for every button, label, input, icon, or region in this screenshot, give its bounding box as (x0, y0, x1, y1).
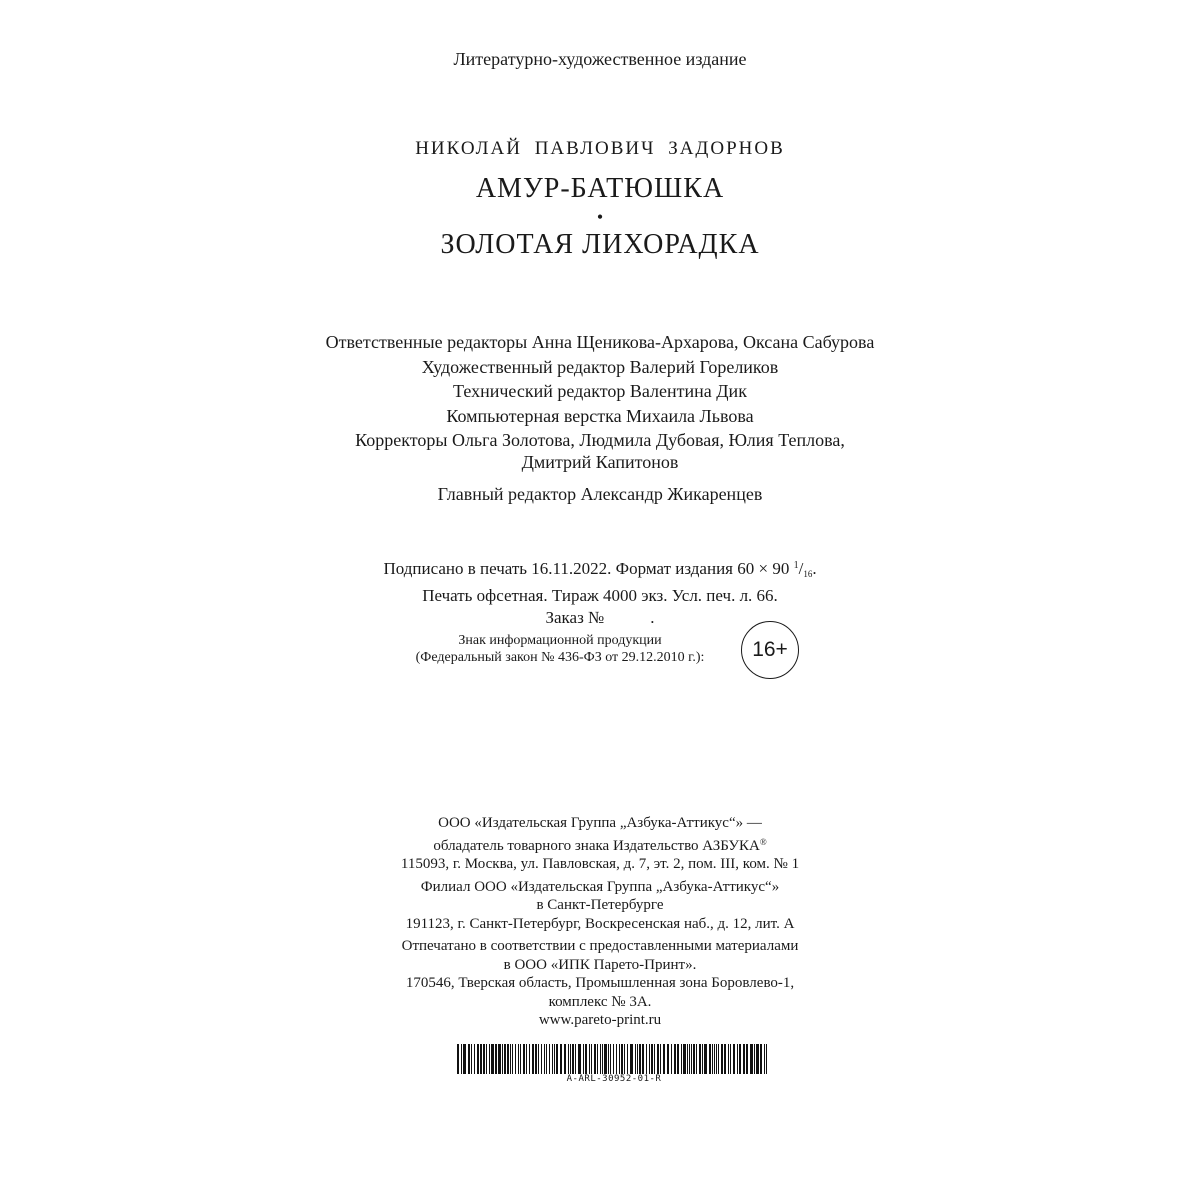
printer-line1: Отпечатано в соответствии с предоставленными материалами (401, 938, 799, 954)
barcode-bar (654, 1044, 655, 1074)
barcode-bar (578, 1044, 581, 1074)
barcode-icon (455, 1044, 773, 1074)
credit-art-editor: Художественный редактор Валерий Гореликов (421, 356, 779, 377)
barcode-text: A-ARL-30952-01-R (566, 1074, 662, 1084)
format-fraction-den: 16 (803, 569, 813, 579)
barcode-bar (512, 1044, 513, 1074)
barcode-bar (594, 1044, 596, 1074)
credit-proofreaders: Корректоры Ольга Золотова, Людмила Дубовая, Юлия Теплова, (355, 430, 845, 450)
barcode-bar (651, 1044, 653, 1074)
barcode-bar (602, 1044, 603, 1074)
barcode-bar (728, 1044, 729, 1074)
barcode-bar (637, 1044, 638, 1074)
barcode-bar (635, 1044, 636, 1074)
barcode-bar (616, 1044, 617, 1074)
barcode-bar (570, 1044, 571, 1074)
printer-line3: 170546, Тверская область, Промышленная зона Боровлево-1, (405, 975, 795, 991)
barcode-bar (699, 1044, 701, 1074)
barcode-bar (739, 1044, 741, 1074)
barcode-bar (671, 1044, 672, 1074)
barcode-bar (463, 1044, 466, 1074)
barcode-bar (696, 1044, 697, 1074)
author-name: НИКОЛАЙ ПАВЛОВИЧ ЗАДОРНОВ (415, 138, 785, 159)
barcode-bar (746, 1044, 748, 1074)
barcode-bar (591, 1044, 592, 1074)
barcode-bar (546, 1044, 547, 1074)
barcode-bar (704, 1044, 707, 1074)
barcode-bar (515, 1044, 516, 1074)
barcode-bar (554, 1044, 555, 1074)
printer-line4: комплекс № 3А. (548, 993, 652, 1010)
barcode-bar (486, 1044, 487, 1074)
publisher-block-main (0, 814, 1200, 874)
barcode-bar (730, 1044, 731, 1074)
barcode-bar (677, 1044, 679, 1074)
barcode-bar (480, 1044, 482, 1074)
age-rating-badge (741, 621, 799, 679)
publisher-address: 115093, г. Москва, ул. Павловская, д. 7, эт. 2, пом. III, ком. № 1 (400, 856, 800, 872)
publisher-name: ООО «Издательская Группа „Азбука-Аттикус“» — (438, 815, 762, 831)
format-fraction-slash: / (798, 559, 804, 578)
barcode-bar (541, 1044, 542, 1074)
credit-tech-editor: Технический редактор Валентина Дик (453, 381, 747, 401)
barcode-bar (468, 1044, 470, 1074)
barcode-bar (764, 1044, 765, 1074)
book-title-first: АМУР-БАТЮШКА (475, 173, 725, 204)
publisher-info (0, 814, 1200, 1034)
barcode-bar (507, 1044, 509, 1074)
barcode-bar (504, 1044, 506, 1074)
barcode-bar (663, 1044, 665, 1074)
barcode-bar (702, 1044, 703, 1074)
barcode-bar (642, 1044, 644, 1074)
barcode-bar (491, 1044, 494, 1074)
barcode-bar (568, 1044, 569, 1074)
publisher-trademark-line (0, 833, 1200, 856)
barcode-bar (750, 1044, 753, 1074)
barcode-bar (529, 1044, 530, 1074)
order-end: . (650, 608, 655, 627)
barcode-bar (535, 1044, 537, 1074)
barcode-bar (716, 1044, 717, 1074)
barcode-bar (585, 1044, 587, 1074)
barcode-bar (604, 1044, 607, 1074)
barcode-bar (597, 1044, 598, 1074)
barcode-bar (556, 1044, 558, 1074)
printer-website: www.pareto-print.ru (538, 1012, 662, 1028)
order-line (0, 607, 1200, 629)
barcode-bar (756, 1044, 759, 1074)
barcode-bar (649, 1044, 650, 1074)
book-title-second: ЗОЛОТАЯ ЛИХОРАДКА (440, 229, 760, 260)
barcode-bar (691, 1044, 692, 1074)
barcode-bar (689, 1044, 690, 1074)
barcode-bar (737, 1044, 738, 1074)
branch-city: в Санкт-Петербурге (536, 897, 664, 913)
barcode-bar (681, 1044, 682, 1074)
age-rating-value: 16+ (752, 638, 788, 661)
credit-proofreaders-cont: Дмитрий Капитонов (521, 451, 679, 472)
barcode-bar (474, 1044, 475, 1074)
barcode-bar (627, 1044, 628, 1074)
barcode-bar (714, 1044, 715, 1074)
barcode-bar (667, 1044, 669, 1074)
barcode-bar (760, 1044, 762, 1074)
barcode-bar (483, 1044, 485, 1074)
barcode-bar (674, 1044, 676, 1074)
barcode-bar (532, 1044, 534, 1074)
barcode-bar (657, 1044, 659, 1074)
barcode-bar (718, 1044, 719, 1074)
barcode-bar (687, 1044, 688, 1074)
barcode-bar (683, 1044, 686, 1074)
barcode-bar (552, 1044, 553, 1074)
printer-block (0, 937, 1200, 1030)
barcode-bar (766, 1044, 767, 1074)
barcode-bar (471, 1044, 472, 1074)
barcode-bar (639, 1044, 641, 1074)
barcode-bar (461, 1044, 462, 1074)
barcode-bar (518, 1044, 519, 1074)
barcode-bar (724, 1044, 726, 1074)
age-rating-label-line1: Знак информационной продукции (458, 633, 662, 648)
barcode-bar (523, 1044, 525, 1074)
format-end: . (812, 559, 817, 578)
barcode-bar (712, 1044, 713, 1074)
barcode-bar (502, 1044, 503, 1074)
barcode-bar (621, 1044, 623, 1074)
barcode-bar (646, 1044, 647, 1074)
barcode-bar (520, 1044, 521, 1074)
barcode-bar (624, 1044, 625, 1074)
print-info-line1 (0, 555, 1200, 585)
age-rating-label-line2: (Федеральный закон № 436-ФЗ от 29.12.2010 г.): (415, 650, 705, 665)
barcode-bar (510, 1044, 511, 1074)
barcode-bar (495, 1044, 497, 1074)
barcode-bar (721, 1044, 723, 1074)
barcode-bar (564, 1044, 566, 1074)
print-info (0, 555, 1200, 629)
publisher-block-branch (0, 878, 1200, 934)
barcode-bar (544, 1044, 545, 1074)
barcode-bar (610, 1044, 611, 1074)
barcode-bar (754, 1044, 755, 1074)
barcode-bar (560, 1044, 562, 1074)
genre-label: Литературно-художественное издание (453, 49, 747, 69)
publisher-trademark: обладатель товарного знака Издательство АЗБУКА (433, 837, 760, 854)
credit-chief-editor: Главный редактор Александр Жикаренцев (437, 484, 763, 504)
printer-line2: в ООО «ИПК Парето-Принт». (503, 956, 697, 973)
barcode-bar (575, 1044, 576, 1074)
print-format: Подписано в печать 16.11.2022. Формат издания 60 × 90 (383, 559, 790, 578)
order-label: Заказ № (545, 608, 605, 627)
barcode-bar (572, 1044, 574, 1074)
barcode-bar (693, 1044, 695, 1074)
print-info-line2: Печать офсетная. Тираж 4000 экз. Усл. печ. л. 66. (422, 586, 778, 605)
credit-responsible-editors: Ответственные редакторы Анна Щеникова-Архарова, Оксана Сабурова (325, 332, 875, 352)
barcode-bar (733, 1044, 735, 1074)
barcode-bar (660, 1044, 661, 1074)
credit-layout: Компьютерная верстка Михаила Львова (446, 405, 754, 426)
barcode-bar (583, 1044, 584, 1074)
age-rating-label (400, 632, 720, 666)
barcode-bar (526, 1044, 527, 1074)
barcode-bar (589, 1044, 590, 1074)
format-fraction-num: 1 (793, 560, 799, 571)
barcode-bar (457, 1044, 459, 1074)
barcode-bar (489, 1044, 490, 1074)
barcode-bar (600, 1044, 601, 1074)
branch-name: Филиал ООО «Издательская Группа „Азбука-Аттикус“» (420, 878, 780, 895)
barcode-bar (538, 1044, 539, 1074)
branch-address: 191123, г. Санкт-Петербург, Воскресенская наб., д. 12, лит. А (405, 915, 795, 932)
barcode-bar (709, 1044, 711, 1074)
credits-block (0, 330, 1200, 507)
barcode-bar (619, 1044, 620, 1074)
title-separator: • (596, 207, 604, 227)
registered-trademark-icon: ® (759, 836, 767, 847)
barcode-bar (498, 1044, 501, 1074)
barcode-bar (608, 1044, 609, 1074)
barcode-bar (477, 1044, 479, 1074)
barcode-bar (613, 1044, 614, 1074)
barcode-bar (630, 1044, 633, 1074)
barcode-bar (549, 1044, 550, 1074)
barcode-bar (743, 1044, 745, 1074)
